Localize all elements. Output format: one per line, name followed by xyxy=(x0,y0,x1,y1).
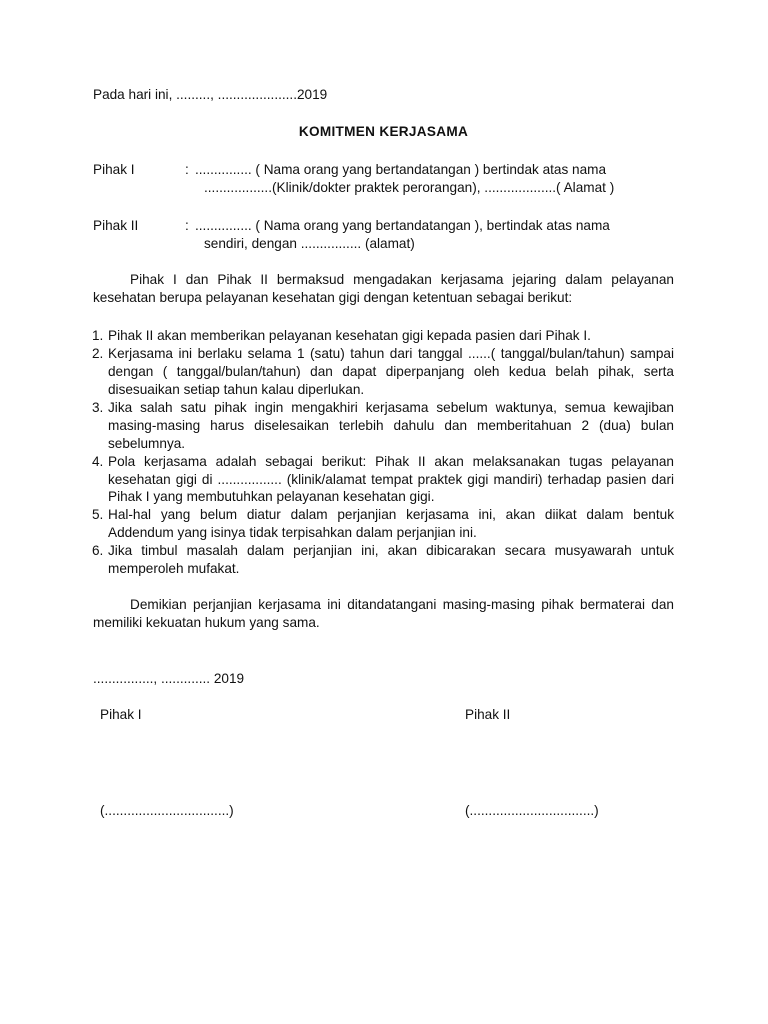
list-item-text: Jika timbul masalah dalam perjanjian ini, akan dibicarakan secara musyawarah untuk memperoleh mufakat. xyxy=(108,543,674,577)
party-label: Pihak II xyxy=(93,217,139,233)
list-item-number: 2. xyxy=(92,346,104,362)
party-colon: : xyxy=(185,217,189,233)
list-item-number: 4. xyxy=(92,453,104,469)
party-details-line: sendiri, dengan ................ (alamat) xyxy=(204,235,415,251)
opening-line: Pada hari ini, ........., .....................2019 xyxy=(93,87,328,102)
closing-paragraph: Demikian perjanjian kerjasama ini ditandatangani masing-masing pihak bermaterai dan memiliki kekuatan hukum yang sama. xyxy=(93,596,674,630)
list-item-number: 1. xyxy=(92,328,104,344)
document-page xyxy=(93,86,674,826)
signature-right xyxy=(465,706,599,820)
list-item xyxy=(93,542,674,578)
list-item xyxy=(93,453,674,507)
list-item xyxy=(93,506,674,542)
list-item xyxy=(93,345,674,399)
party-details-line: ............... ( Nama orang yang bertandatangan ) bertindak atas nama xyxy=(195,161,607,177)
list-item-text: Jika salah satu pihak ingin mengakhiri kerjasama sebelum waktunya, semua kewajiban masing-masing harus diselesaikan terlebih dahulu dan memberitahuan 2 (dua) bulan sebelumnya. xyxy=(108,399,674,451)
signature-block xyxy=(93,706,674,826)
terms-list xyxy=(93,327,674,578)
signature-name-line: (.................................) xyxy=(100,802,234,818)
list-item xyxy=(93,399,674,453)
list-item-text: Pola kerjasama adalah sebagai berikut: Pihak II akan melaksanakan tugas pelayanan kesehatan gigi di ................. (klinik/alamat tempat praktek gigi mandiri) terhadap pasien dari Pihak I yang membutuhkan pelayanan kesehatan gigi. xyxy=(108,453,674,505)
list-item-text: Pihak II akan memberikan pelayanan kesehatan gigi kepada pasien dari Pihak I. xyxy=(108,328,591,344)
list-item-text: Kerjasama ini berlaku selama 1 (satu) tahun dari tanggal ......( tanggal/bulan/tahun) sampai dengan ( tanggal/bulan/tahun) dan dapat diperpanjang oleh kedua belah pihak, serta disesuaikan setiap tahun kalau diperlukan. xyxy=(108,346,674,397)
party-details xyxy=(195,217,674,253)
signature-label: Pihak II xyxy=(465,706,511,722)
list-item-number: 5. xyxy=(92,507,104,523)
party-colon: : xyxy=(185,161,189,177)
intro-paragraph: Pihak I dan Pihak II bermaksud mengadakan kerjasama jejaring dalam pelayanan kesehatan berupa pelayanan kesehatan gigi dengan ketentuan sebagai berikut: xyxy=(93,272,674,306)
party-first xyxy=(93,161,674,197)
list-item-number: 6. xyxy=(92,543,104,559)
signature-name-line: (.................................) xyxy=(465,802,599,818)
party-details-line: ............... ( Nama orang yang bertandatangan ), bertindak atas nama xyxy=(195,217,610,233)
list-item-text: Hal-hal yang belum diatur dalam perjanjian kerjasama ini, akan diikat dalam bentuk Addendum yang isinya tidak terpisahkan dalam perjanjian ini. xyxy=(108,507,674,541)
place-date-line: ................, ............. 2019 xyxy=(93,670,245,686)
party-details-line: ..................(Klinik/dokter praktek perorangan), ...................( Alamat ) xyxy=(204,179,615,195)
party-details xyxy=(195,161,674,197)
list-item xyxy=(93,327,674,345)
list-item-number: 3. xyxy=(92,399,104,415)
signature-label: Pihak I xyxy=(100,706,142,722)
signature-left xyxy=(100,706,234,820)
party-second xyxy=(93,217,674,253)
document-title: KOMITMEN KERJASAMA xyxy=(298,123,469,139)
party-label: Pihak I xyxy=(93,161,135,177)
